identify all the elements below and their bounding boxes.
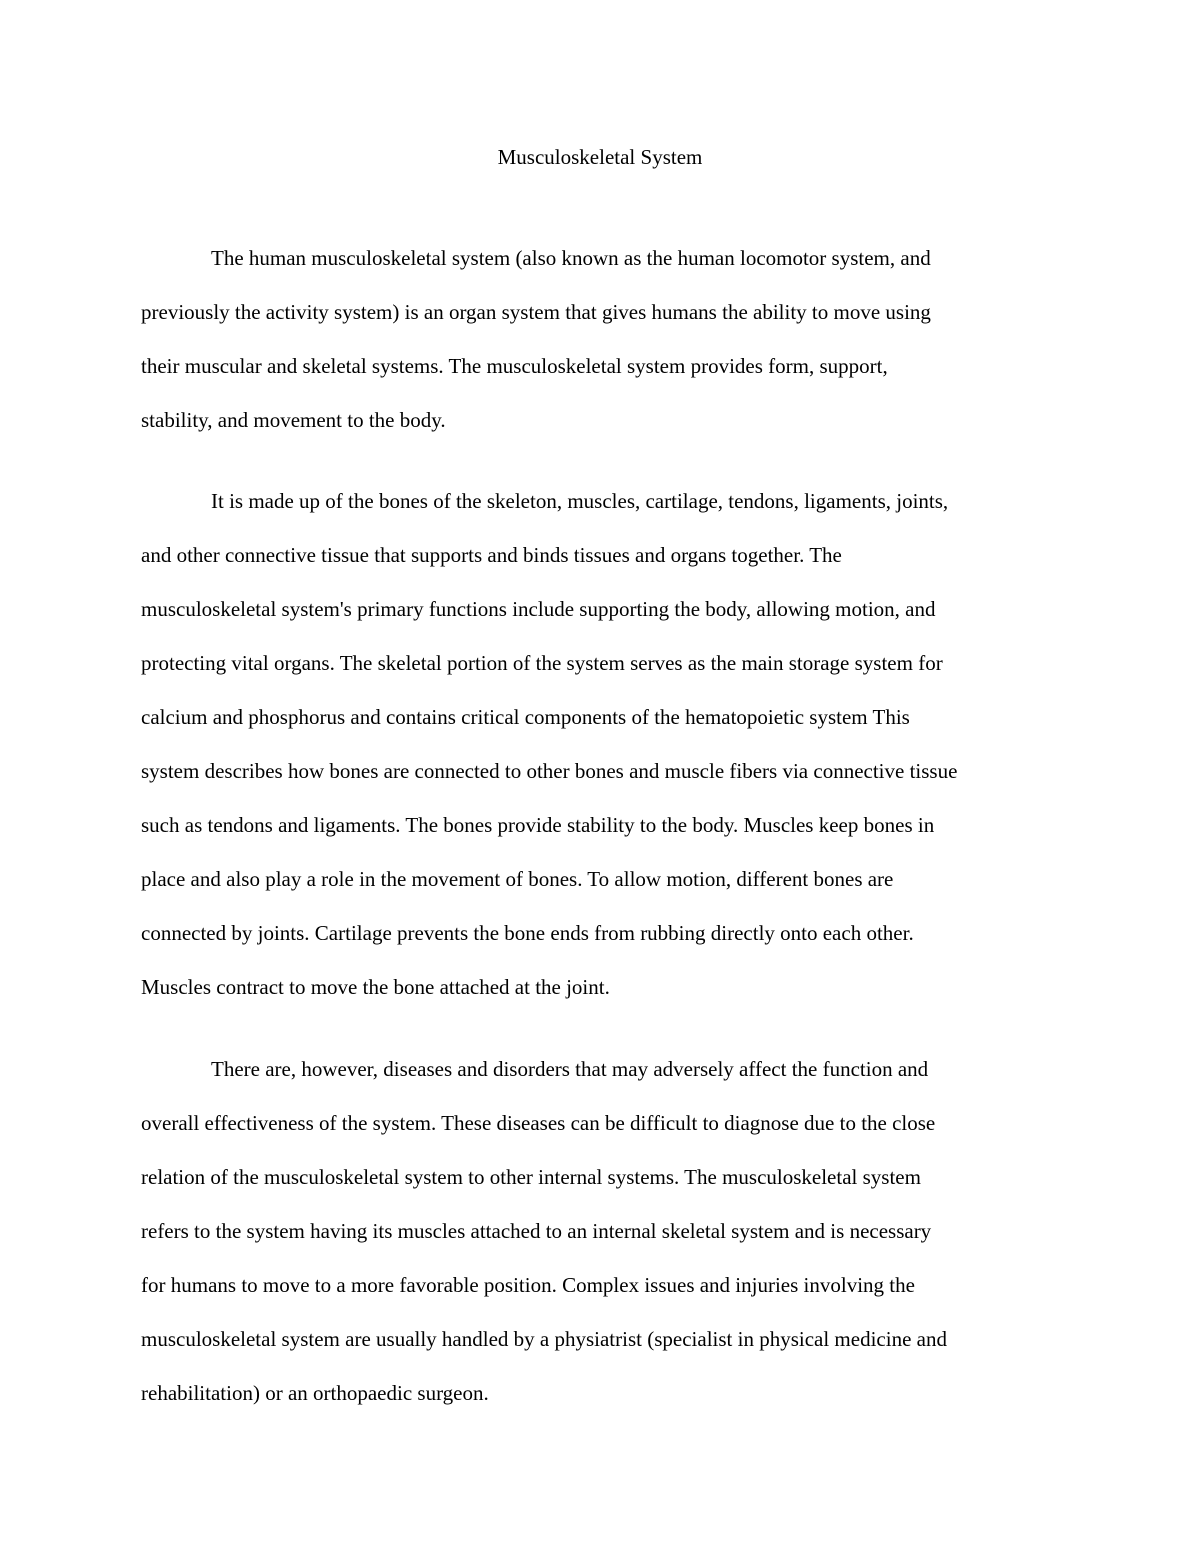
paragraph-3-line-3: relation of the musculoskeletal system to other internal systems. The musculoskeletal system	[141, 1165, 921, 1189]
paragraph-2-line-5: calcium and phosphorus and contains critical components of the hematopoietic system This	[141, 705, 910, 729]
paragraph-3-line-1: There are, however, diseases and disorders that may adversely affect the function and	[211, 1057, 929, 1081]
document-title: Musculoskeletal System	[497, 145, 703, 169]
paragraph-2-line-10: Muscles contract to move the bone attached at the joint.	[141, 975, 610, 999]
paragraph-3-line-7: rehabilitation) or an orthopaedic surgeon.	[141, 1381, 489, 1405]
paragraph-1-line-2: previously the activity system) is an organ system that gives humans the ability to move using	[141, 300, 931, 324]
paragraph-2-line-1: It is made up of the bones of the skeleton, muscles, cartilage, tendons, ligaments, joints,	[211, 489, 949, 513]
paragraph-2-line-3: musculoskeletal system's primary functions include supporting the body, allowing motion, and	[141, 597, 936, 621]
paragraph-2-line-4: protecting vital organs. The skeletal portion of the system serves as the main storage system for	[141, 651, 943, 675]
paragraph-1-line-1: The human musculoskeletal system (also known as the human locomotor system, and	[211, 246, 931, 270]
paragraph-3-line-2: overall effectiveness of the system. These diseases can be difficult to diagnose due to the close	[141, 1111, 936, 1135]
paragraph-2-line-8: place and also play a role in the movement of bones. To allow motion, different bones are	[141, 867, 894, 891]
paragraph-1-line-4: stability, and movement to the body.	[141, 408, 446, 432]
paragraph-3-line-4: refers to the system having its muscles attached to an internal skeletal system and is necessary	[141, 1219, 932, 1243]
paragraph-2-line-9: connected by joints. Cartilage prevents the bone ends from rubbing directly onto each other.	[141, 921, 914, 945]
paragraph-3-line-5: for humans to move to a more favorable position. Complex issues and injuries involving the	[141, 1273, 915, 1297]
paragraph-3-line-6: musculoskeletal system are usually handled by a physiatrist (specialist in physical medicine and	[141, 1327, 947, 1351]
paragraph-2-line-6: system describes how bones are connected to other bones and muscle fibers via connective tissue	[141, 759, 958, 783]
paragraph-1-line-3: their muscular and skeletal systems. The musculoskeletal system provides form, support,	[141, 354, 888, 378]
paragraph-2-line-7: such as tendons and ligaments. The bones provide stability to the body. Muscles keep bones in	[141, 813, 935, 837]
paragraph-2-line-2: and other connective tissue that supports and binds tissues and organs together. The	[141, 543, 842, 567]
